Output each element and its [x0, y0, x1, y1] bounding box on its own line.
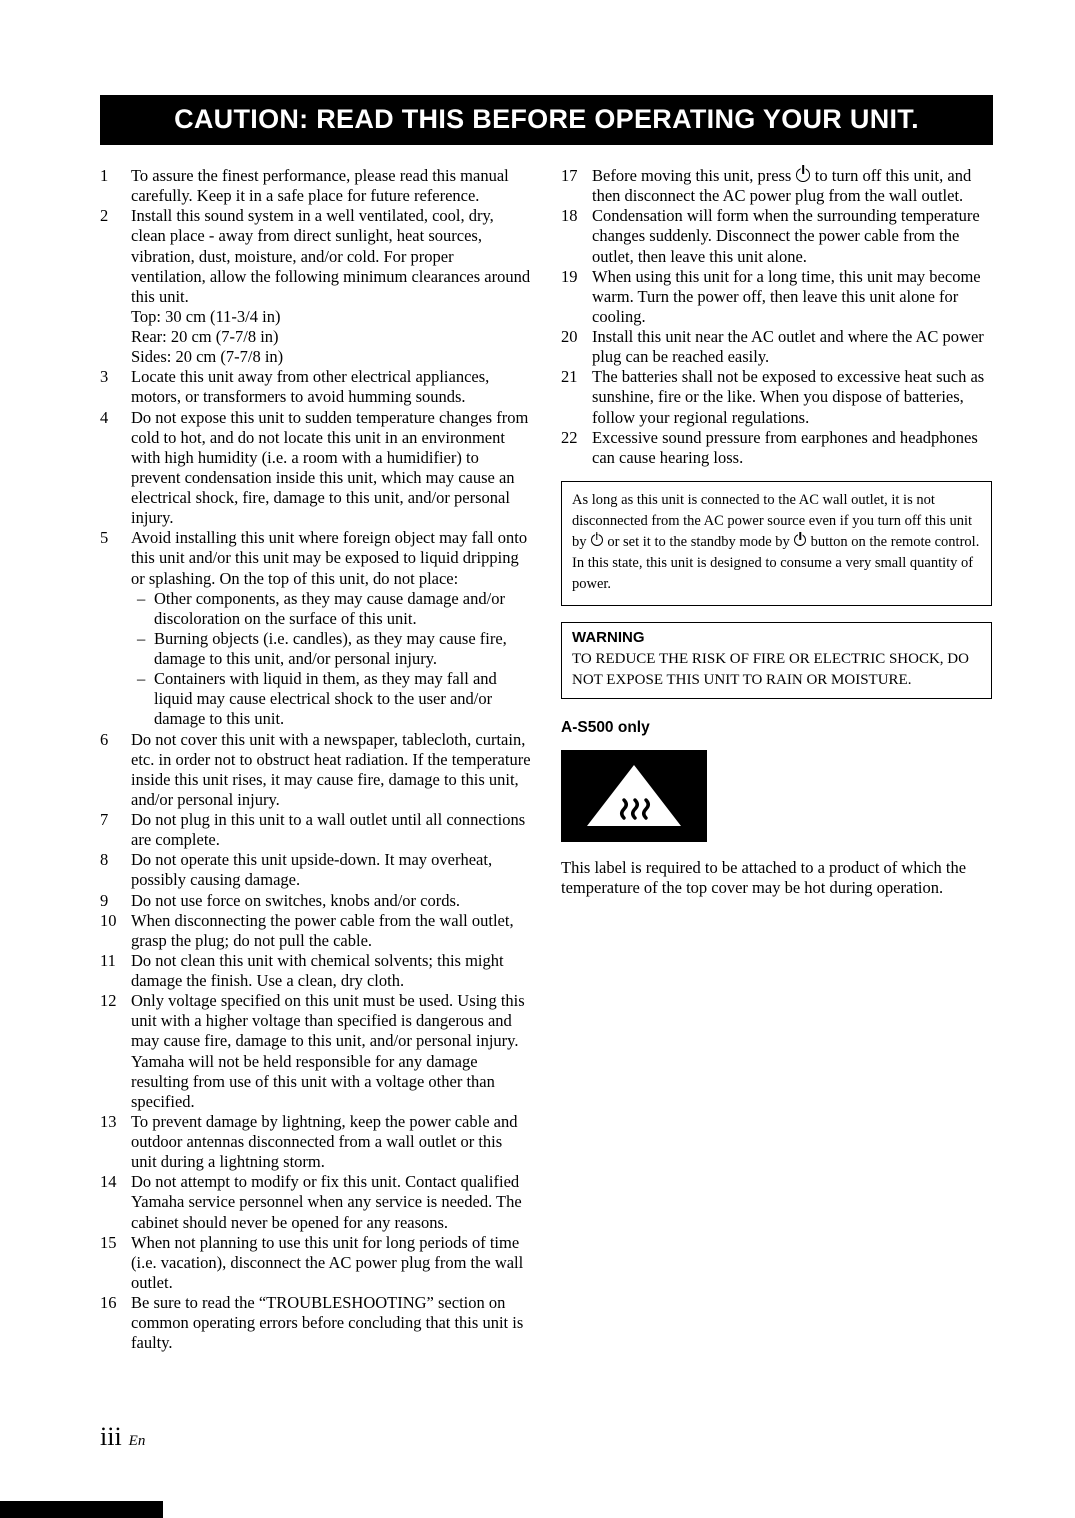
bullet-item [137, 669, 531, 729]
item-paragraph: Do not plug in this unit to a wall outlet until all connections are complete. [131, 810, 526, 850]
standby-power-note-box [561, 481, 992, 606]
item-text [131, 1293, 531, 1353]
item-number: 19 [561, 266, 578, 286]
instruction-item-17 [561, 166, 992, 206]
page-edge-mark [0, 1501, 163, 1518]
power-icon [796, 168, 810, 182]
instruction-item-7 [100, 810, 531, 850]
instruction-item-22 [561, 428, 992, 468]
item-paragraph: Do not use force on switches, knobs and/or cords. [131, 890, 461, 910]
item-text [131, 730, 531, 811]
item-paragraph: Do not expose this unit to sudden temperature changes from cold to hot, and do not locate this unit in an environment with high humidity (i.e. a room with a humidifier) to prevent condensation inside this unit, which may cause an electrical shock, fire, damage to this unit, and/or personal injury. [131, 407, 529, 528]
item-number: 12 [100, 991, 117, 1011]
item-text [131, 1233, 531, 1293]
instruction-item-2 [100, 206, 531, 367]
item-paragraph: Excessive sound pressure from earphones and headphones can cause hearing loss. [592, 427, 978, 467]
instruction-item-18 [561, 206, 992, 266]
item-number: 11 [100, 950, 116, 970]
item-text [592, 166, 992, 206]
item-number: 18 [561, 206, 578, 226]
item-text [131, 951, 531, 991]
item-paragraph: When disconnecting the power cable from the wall outlet, grasp the plug; do not pull the cable. [131, 910, 514, 950]
item-number: 2 [100, 206, 109, 226]
bullet-text: Containers with liquid in them, as they may fall and liquid may cause electrical shock to the user and/or damage to this unit. [154, 669, 497, 729]
item-paragraph: Condensation will form when the surrounding temperature changes suddenly. Disconnect the power cable from the outlet, then leave this unit alone. [592, 206, 980, 266]
instruction-item-9 [100, 891, 531, 911]
item-number: 17 [561, 166, 578, 185]
item-number: 3 [100, 367, 109, 387]
item-text [131, 206, 531, 367]
item-paragraph: The batteries shall not be exposed to excessive heat such as sunshine, fire or the like. When you dispose of batteries, follow your regional regulations. [592, 367, 985, 427]
instruction-item-13 [100, 1112, 531, 1172]
item-paragraph: Do not clean this unit with chemical solvents; this might damage the finish. Use a clean, dry cloth. [131, 950, 504, 990]
hot-surface-warning-icon [584, 762, 684, 830]
item-paragraph: Install this sound system in a well ventilated, cool, dry, clean place - away from direct sunlight, heat sources, vibration, dust, moisture, and/or cold. For proper ventilation, allow the following minimum clearances around this unit. [131, 206, 531, 306]
item-paragraph: Do not operate this unit upside-down. It may overheat, possibly causing damage. [131, 850, 493, 890]
warning-box [561, 622, 992, 699]
power-icon [591, 534, 603, 546]
note-text: As long as this unit is connected to the AC wall outlet, it is not disconnected from the AC power source even if you turn off this unit by [572, 491, 973, 550]
page-content [100, 95, 993, 1353]
item-number: 15 [100, 1232, 117, 1252]
caution-title-bar [100, 95, 993, 145]
item-text [592, 367, 992, 427]
item-text [131, 850, 531, 890]
item-text [131, 810, 531, 850]
bullet-text: Other components, as they may cause damage and/or discoloration on the surface of this unit. [154, 588, 505, 628]
item-paragraph: Before moving this unit, press [592, 166, 792, 185]
instruction-item-8 [100, 850, 531, 890]
item-paragraph: Install this unit near the AC outlet and where the AC power plug can be reached easily. [592, 327, 984, 367]
note-text: button on the remote control. In this state, this unit is designed to consume a very small quantity of power. [572, 533, 980, 592]
item-text [131, 1112, 531, 1172]
item-number: 20 [561, 327, 578, 346]
instruction-item-16 [100, 1293, 531, 1353]
note-text: or set it to the standby mode by [607, 533, 790, 550]
item-number: 8 [100, 850, 109, 870]
item-paragraph: To assure the finest performance, please read this manual carefully. Keep it in a safe place for future reference. [131, 166, 509, 206]
instruction-item-11 [100, 951, 531, 991]
bullet-dash: – [137, 628, 146, 648]
left-column [100, 166, 531, 1353]
item-paragraph: Avoid installing this unit where foreign object may fall onto this unit and/or this unit may be exposed to liquid dripping or splashing. On the top of this unit, do not place: [131, 528, 528, 588]
instruction-item-6 [100, 730, 531, 811]
language-label: En [128, 1433, 146, 1449]
item-number: 5 [100, 528, 109, 548]
bullet-dash: – [137, 669, 146, 689]
item-paragraph: Do not cover this unit with a newspaper, tablecloth, curtain, etc. in order not to obstruct heat radiation. If the temperature inside this unit rises, it may cause fire, damage to this unit, and/or personal injury. [131, 729, 531, 809]
page-footer [100, 1422, 145, 1452]
item-number: 10 [100, 910, 117, 930]
item-paragraph: Only voltage specified on this unit must be used. Using this unit with a higher voltage than specified is dangerous and may cause fire, damage to this unit, and/or personal injury. Yamaha will not be held responsible for any damage resulting from use of this unit with a voltage other than specified. [131, 991, 525, 1111]
instruction-item-20 [561, 327, 992, 367]
item-number: 4 [100, 407, 109, 427]
instruction-item-10 [100, 911, 531, 951]
item-paragraph: To prevent damage by lightning, keep the power cable and outdoor antennas disconnected from a wall outlet or this unit during a lightning storm. [131, 1111, 518, 1172]
item-text [131, 367, 531, 407]
item-paragraph: Be sure to read the “TROUBLESHOOTING” section on common operating errors before concluding that this unit is faulty. [131, 1293, 524, 1353]
item-number: 1 [100, 166, 109, 185]
bullet-dash: – [137, 588, 146, 608]
item-text [131, 528, 531, 729]
item-number: 14 [100, 1172, 117, 1192]
item-number: 21 [561, 367, 578, 387]
instruction-item-14 [100, 1172, 531, 1232]
item-text [131, 408, 531, 529]
bullet-item [137, 629, 531, 669]
instruction-item-1 [100, 166, 531, 206]
item-text [592, 327, 992, 367]
item-text [592, 267, 992, 327]
item-paragraph: When using this unit for a long time, this unit may become warm. Turn the power off, then leave this unit alone for cooling. [592, 266, 981, 326]
item-text [592, 428, 992, 468]
hot-surface-label [561, 750, 707, 842]
right-column [561, 166, 992, 1353]
bullet-item [137, 589, 531, 629]
item-number: 22 [561, 427, 578, 447]
instruction-item-21 [561, 367, 992, 427]
power-icon [794, 534, 806, 546]
item-number: 7 [100, 810, 109, 829]
page-title: CAUTION: READ THIS BEFORE OPERATING YOUR UNIT. [174, 104, 919, 134]
instruction-item-4 [100, 408, 531, 529]
clearance-sides: Sides: 20 cm (7-7/8 in) [131, 347, 284, 367]
item-text [131, 891, 531, 911]
instruction-item-15 [100, 1233, 531, 1293]
instruction-item-12 [100, 991, 531, 1112]
item-number: 16 [100, 1293, 117, 1312]
instruction-item-3 [100, 367, 531, 407]
model-note-heading: A-S500 only [561, 718, 650, 736]
item-number: 13 [100, 1111, 117, 1131]
page-number: iii [100, 1422, 122, 1451]
item-text [592, 206, 992, 266]
warning-text: TO REDUCE THE RISK OF FIRE OR ELECTRIC SHOCK, DO NOT EXPOSE THIS UNIT TO RAIN OR MOISTURE. [572, 651, 969, 688]
item-paragraph: to turn off this unit, and then disconnect the AC power plug from the wall outlet. [592, 166, 972, 206]
bullet-text: Burning objects (i.e. candles), as they may cause fire, damage to this unit, and/or personal injury. [154, 628, 507, 668]
item-text [131, 991, 531, 1112]
item-paragraph: When not planning to use this unit for long periods of time (i.e. vacation), disconnect the AC power plug from the wall outlet. [131, 1232, 524, 1292]
label-caption: This label is required to be attached to a product of which the temperature of the top cover may be hot during operation. [561, 857, 967, 898]
instruction-item-5 [100, 528, 531, 729]
item-text [131, 166, 531, 206]
instruction-item-19 [561, 267, 992, 327]
two-column-layout [100, 166, 993, 1353]
clearance-rear: Rear: 20 cm (7-7/8 in) [131, 327, 279, 346]
item-number: 9 [100, 890, 109, 910]
clearance-top: Top: 30 cm (11-3/4 in) [131, 306, 281, 326]
item-text [131, 1172, 531, 1232]
warning-heading: WARNING [572, 628, 645, 646]
item-paragraph: Locate this unit away from other electrical appliances, motors, or transformers to avoid humming sounds. [131, 367, 490, 407]
item-paragraph: Do not attempt to modify or fix this unit. Contact qualified Yamaha service personnel when any service is needed. The cabinet should never be opened for any reasons. [131, 1172, 522, 1232]
item-text [131, 911, 531, 951]
item-number: 6 [100, 729, 109, 749]
